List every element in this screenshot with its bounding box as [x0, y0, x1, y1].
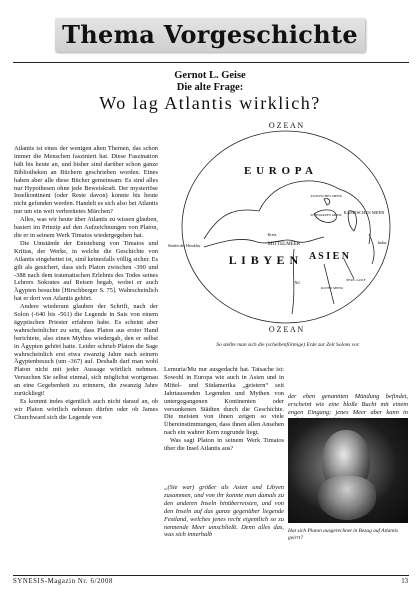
paragraph: Andere wiederum glauben der Schrift, nach der Solon (-640 bis -561) die Legende in Sais von einem ägyptischen Priester erfahren habe. Es scheint aber wahrscheinlicher zu sein, dass Platon aus erster Hand berichtete, also einen Mythos wiedergab, den er selbst in Ägypten gehört hatte. Leider schrieb Platon die Sage wahrscheinlich erst etwa zwanzig Jahre nach seinem Ägyptenbesuch (um -367) auf. Deshalb darf man wohl Platon nicht mit jeder Aussage wörtlich nehmen. Versuchen Sie selbst einmal, sich möglichst wortgenau an eine Gegebenheit zu erinnern, die zwanzig Jahre zurückliegt! — [14, 303, 158, 398]
map-label-kreta: Kreta — [267, 232, 277, 237]
header-rule — [13, 62, 409, 63]
portrait-caption: Hat sich Platon ausgerechnet in Bezug auf Atlantis geirrt? — [288, 528, 399, 541]
column-left — [14, 145, 158, 575]
article-headline: Wo lag Atlantis wirklich? — [99, 93, 321, 113]
map-label-europa: E U R O P A — [244, 165, 314, 177]
section-title: Thema Vorgeschichte — [62, 20, 358, 49]
map-label-indus: Indus — [377, 240, 387, 245]
footer-magazine: SYNESIS-Magazin Nr. 6/2008 — [13, 578, 113, 585]
map-label-ocean-top: O Z E A N — [268, 121, 304, 130]
map-caption: So stellte man sich die (scheibenförmige) Erde zur Zeit Solons vor. — [216, 342, 360, 348]
map-disc — [182, 131, 390, 323]
map-mediterranean — [204, 237, 324, 247]
map-label-pers: PERS. GOLF — [346, 278, 366, 282]
paragraph: Es kommt indes eigentlich auch nicht darauf an, ob wir Platon wörtlich nehmen dürfen oder ob James Churchward sich die Legende von — [14, 398, 158, 421]
footer-rule — [13, 575, 409, 576]
column-middle — [164, 366, 284, 484]
footer-page-number: 13 — [401, 578, 408, 585]
paragraph: Atlantis ist eines der wenigen alten Themen, das schon immer die Menschen fasziniert hat. Diese Faszination hält bis heute an, und bisher sind darüber schon ganze Bibliotheken an Büchern geschrieben worden. Eines haben aber alle diese Bücher gemeinsam: Es sind alles nur Hypothesen ohne jede Beweiskraft. Der mysteriöse Inselkontinent (oder Reste davon) konnte bis heute nicht gefunden werden. Handelt es sich also bei Atlantis nur um ein weit verbreitetes Märchen? — [14, 145, 158, 216]
paragraph: Alles, was wir heute über Atlantis zu wissen glauben, basiert im Prinzip auf den Aufzeichnungen von Platon, die er in seinem Werk Timaios wiedergegeben hat. — [14, 216, 158, 239]
map-label-libyen: L I B Y E N — [228, 253, 300, 267]
platon-portrait — [288, 418, 408, 523]
article-subhead: Die alte Frage: — [176, 82, 244, 93]
map-label-kaspisches: KASPISCHES MEER — [343, 210, 385, 215]
paragraph: Lemuria/Mu nur ausgedacht hat. Tatsache ist: Sowohl in Europa wie auch in Asien und in Mittel- und Südamerika „geistern“ seit Jahrtausenden Legenden und Mythen von untergegangenen Kontinenten oder versunkenen Städten durch die Geschichte. Die meisten von ihnen zeigen so viele Übereinstimmungen, dass ihnen allen Ansehen nach ein wahrer Kern zugrunde liegt. — [164, 366, 284, 437]
article-author: Gernot L. Geise — [174, 70, 246, 81]
portrait-beard — [318, 476, 376, 520]
map-label-schwarzes: SCHWARZES MEER — [310, 213, 342, 217]
map-label-asowsches: ASOWSCHES MEER — [310, 194, 342, 198]
timaios-quote-continued: der eben genannten Mündung befindet, erscheint wie eine bloße Bucht mit einem engen Eingang; jenes Meer aber kann in — [288, 393, 408, 416]
map-label-nil: Nil — [294, 280, 300, 285]
timaios-quote: „(Sie war) größer als Asien und Libyen zusammen, und von ihr konnte man damals zu den anderen Inseln hinüberreisten, und von den Inseln auf das ganze gegenüber liegende Festland, welches jenes recht eigentlich so zu nennende Meer umschließt. Denn alles das, was sich innerhalb — [164, 484, 284, 539]
map-label-asien: A S I E N — [308, 251, 350, 262]
map-red-sea — [324, 264, 334, 304]
section-banner — [55, 18, 365, 52]
map-label-rotes: ROTES MEER — [321, 286, 343, 290]
paragraph: Die Umstände der Entstehung von Timaios und Kritias, der Werke, in welche die Geschichte von Atlantis eingebettet ist, sind keinesfalls völlig sicher. Es gilt als gesichert, dass sich Platon zwischen -390 und -388 nach dem traumatischen Erlebnis des Todes seines Lehrers Sokrates auf Reisen begab, wobei er auch Ägypten besuchte [Hirschberger S. 75]. Wahrscheinlich hat er dort von Atlantis gehört. — [14, 239, 158, 303]
map-label-saeulen: Säulen des Herakles — [167, 243, 201, 248]
map-label-ocean-bottom: O Z E A N — [268, 325, 304, 334]
paragraph: Was sagt Platon in seinem Werk Timaios über die Insel Atlantis aus? — [164, 437, 284, 453]
map-azov-sea — [324, 199, 330, 205]
map-label-mittelmeer: MITTELMEER — [267, 242, 301, 247]
map-persian-gulf — [344, 259, 354, 279]
world-map — [164, 119, 409, 339]
